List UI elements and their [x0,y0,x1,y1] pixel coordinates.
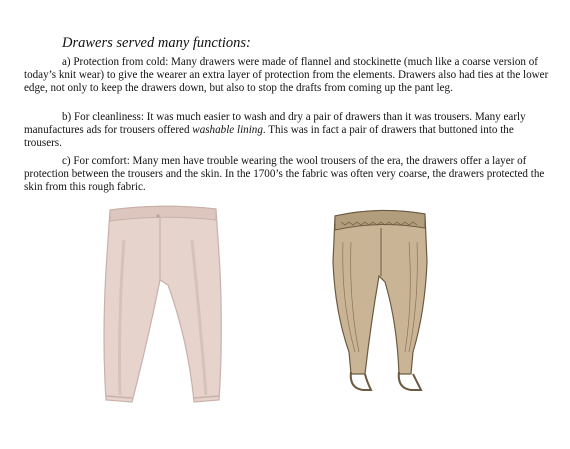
paragraph-protection-from-cold [24,56,552,96]
document-heading: Drawers served many functions: [62,35,251,51]
paragraph-for-comfort [24,155,552,195]
paragraph-text: a) Protection from cold: Many drawers were made of flannel and stockinette (much like a coarse version of today’s knit wear) to give the wearer an extra layer of protection from the elements. Drawers also had ties at the lower edge, not only to keep the drawers down, but also to stop the drafts from coming up the pant leg. [24,56,549,95]
engraving-drawers-with-stirrups [327,202,432,397]
paragraph-for-cleanliness [24,111,552,151]
drawers-button [156,214,159,217]
paragraph-text: c) For comfort: Many men have trouble wearing the wool trousers of the era, the drawers offer a layer of protection between the trousers and the skin. In the 1700’s the fabric was often very coarse, the drawers protected the skin from this rough fabric. [24,155,545,194]
paragraph-text: . This was in fact a pair of drawers that buttoned into the trousers. [24,124,514,150]
engraving-body [333,210,427,374]
right-stirrup-strap [399,372,421,390]
photo-knit-drawers [96,200,228,405]
washable-lining-emphasis: washable lining [192,124,263,137]
paragraph-text: b) For cleanliness: It was much easier to wash and dry a pair of drawers than it was trousers. Many early manufactures ads for trousers offered [24,111,526,137]
left-stirrup-strap [351,372,371,390]
